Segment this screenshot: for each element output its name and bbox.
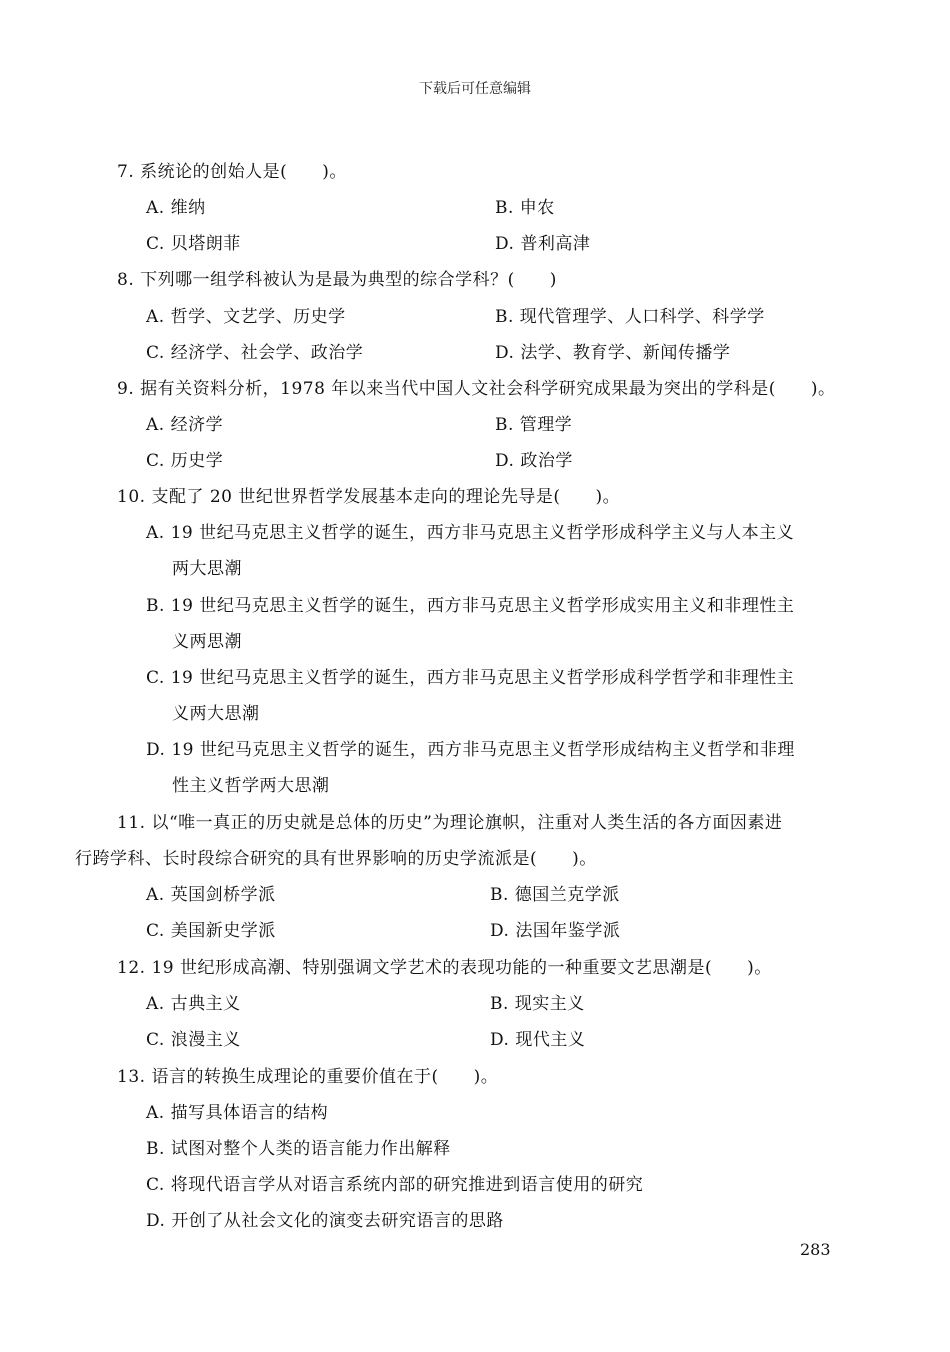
question-10-option-a: A. 19 世纪马克思主义哲学的诞生，西方非马克思主义哲学形成科学主义与人本主义 bbox=[146, 523, 795, 543]
question-11-option-d: D. 法国年鉴学派 bbox=[490, 921, 621, 941]
question-11-stem-cont: 行跨学科、长时段综合研究的具有世界影响的历史学流派是( )。 bbox=[75, 849, 597, 869]
question-8-option-a: A. 哲学、文艺学、历史学 bbox=[146, 307, 346, 327]
question-10-option-c: C. 19 世纪马克思主义哲学的诞生，西方非马克思主义哲学形成科学哲学和非理性主 bbox=[146, 668, 795, 688]
question-10-option-d: D. 19 世纪马克思主义哲学的诞生，西方非马克思主义哲学形成结构主义哲学和非理 bbox=[146, 740, 795, 760]
question-8-stem: 8. 下列哪一组学科被认为是最为典型的综合学科？( ) bbox=[117, 270, 557, 290]
page-header: 下载后可任意编辑 bbox=[419, 81, 531, 97]
question-10-option-d-cont: 性主义哲学两大思潮 bbox=[172, 776, 330, 796]
question-9-stem: 9. 据有关资料分析，1978 年以来当代中国人文社会科学研究成果最为突出的学科是( )。 bbox=[117, 379, 836, 399]
question-13-option-b: B. 试图对整个人类的语言能力作出解释 bbox=[146, 1139, 451, 1159]
question-12-option-a: A. 古典主义 bbox=[146, 994, 241, 1014]
question-10-option-c-cont: 义两大思潮 bbox=[172, 704, 260, 724]
question-8-option-d: D. 法学、教育学、新闻传播学 bbox=[495, 343, 731, 363]
question-12-option-d: D. 现代主义 bbox=[490, 1030, 586, 1050]
question-10-option-b-cont: 义两思潮 bbox=[172, 632, 242, 652]
question-7-option-b: B. 申农 bbox=[495, 198, 555, 218]
question-7-stem: 7. 系统论的创始人是( )。 bbox=[117, 162, 347, 182]
question-12-option-c: C. 浪漫主义 bbox=[146, 1030, 241, 1050]
question-8-option-c: C. 经济学、社会学、政治学 bbox=[146, 343, 364, 363]
question-11-option-c: C. 美国新史学派 bbox=[146, 921, 276, 941]
question-9-option-d: D. 政治学 bbox=[495, 451, 573, 471]
question-12-option-b: B. 现实主义 bbox=[490, 994, 585, 1014]
question-13-option-a: A. 描写具体语言的结构 bbox=[146, 1103, 329, 1123]
question-9-option-a: A. 经济学 bbox=[146, 415, 224, 435]
page-number: 283 bbox=[800, 1240, 831, 1259]
question-13-option-c: C. 将现代语言学从对语言系统内部的研究推进到语言使用的研究 bbox=[146, 1175, 644, 1195]
question-11-option-a: A. 英国剑桥学派 bbox=[146, 885, 276, 905]
question-8-option-b: B. 现代管理学、人口科学、科学学 bbox=[495, 307, 765, 327]
question-13-stem: 13. 语言的转换生成理论的重要价值在于( )。 bbox=[117, 1067, 499, 1087]
question-9-option-b: B. 管理学 bbox=[495, 415, 573, 435]
question-7-option-a: A. 维纳 bbox=[146, 198, 206, 218]
question-11-option-b: B. 德国兰克学派 bbox=[490, 885, 620, 905]
question-10-stem: 10. 支配了 20 世纪世界哲学发展基本走向的理论先导是( )。 bbox=[117, 487, 621, 507]
question-12-stem: 12. 19 世纪形成高潮、特别强调文学艺术的表现功能的一种重要文艺思潮是( )。 bbox=[117, 958, 772, 978]
question-7-option-c: C. 贝塔朗菲 bbox=[146, 234, 241, 254]
question-11-stem: 11. 以“唯一真正的历史就是总体的历史”为理论旗帜，注重对人类生活的各方面因素进 bbox=[117, 813, 783, 833]
question-10-option-b: B. 19 世纪马克思主义哲学的诞生，西方非马克思主义哲学形成实用主义和非理性主 bbox=[146, 596, 795, 616]
question-13-option-d: D. 开创了从社会文化的演变去研究语言的思路 bbox=[146, 1211, 504, 1231]
question-10-option-a-cont: 两大思潮 bbox=[172, 559, 242, 579]
question-9-option-c: C. 历史学 bbox=[146, 451, 224, 471]
question-7-option-d: D. 普利高津 bbox=[495, 234, 591, 254]
